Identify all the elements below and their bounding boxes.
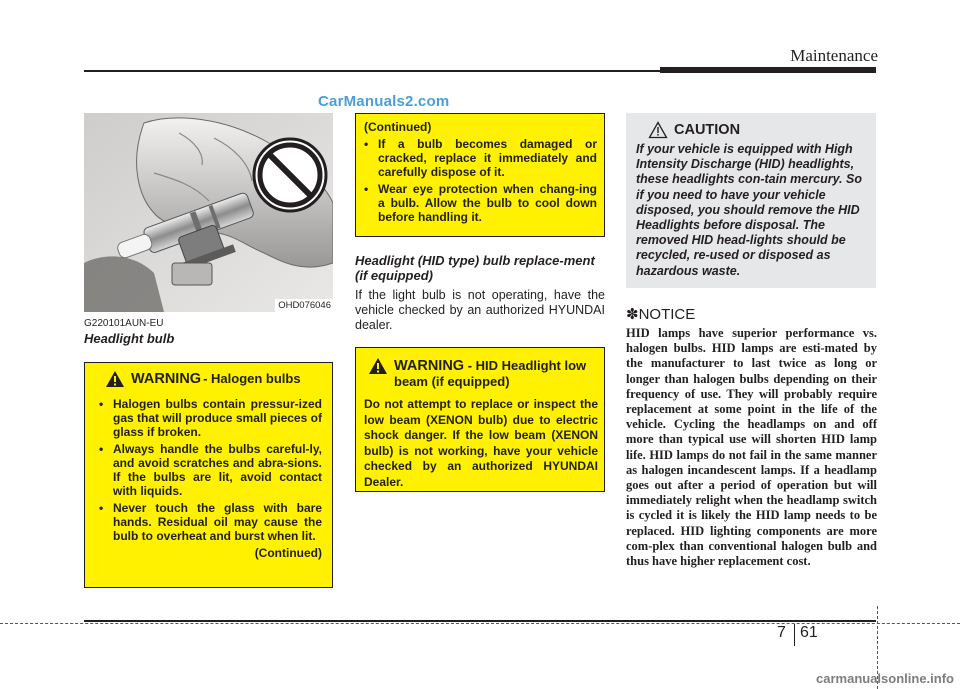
page-number: 61 (800, 624, 818, 641)
notice-heading (626, 306, 695, 323)
photo-code: OHD076046 (275, 299, 333, 312)
warning-word: WARNING (131, 371, 202, 387)
continued-heading: (Continued) (364, 120, 432, 134)
notice-title: NOTICE (638, 306, 696, 323)
continued-label: (Continued) (254, 546, 322, 560)
header-rule (84, 70, 660, 72)
list-item: • Halogen bulbs contain pressur-ized gas that will produce small pieces of glass if broken. (99, 397, 322, 439)
caution-text: If your vehicle is equipped with High Intensity Discharge (HID) headlights, these headlights con-tain mercury. So if you need to have your vehicle disposed, you should remove the HID Headlights before disposal. The removed HID head-lights should be recycled, re-used or disposed as hazardous waste. (636, 142, 862, 278)
warning-hid-box (355, 347, 605, 492)
page-header-title: Maintenance (790, 46, 878, 65)
continued-list (358, 137, 597, 224)
warning-header (368, 358, 598, 390)
continued-box (355, 113, 605, 237)
warning-subtitle: - HID Headlight low beam (if equipped) (394, 358, 587, 389)
warning-subtitle: - Halogen bulbs (203, 371, 301, 386)
caution-box (626, 113, 876, 288)
watermark-top: CarManuals2.com (318, 93, 450, 110)
prohibited-icon (254, 139, 326, 211)
headlight-bulb-photo (84, 113, 333, 312)
warning-hid-text: Do not attempt to replace or inspect the low beam (XENON bulb) due to electric shock danger. If the low beam (XENON bulb) is not working, have your vehicle checked by an authorized HYUNDAI Dealer. (364, 397, 598, 489)
footer-rule (84, 620, 876, 622)
list-item: • If a bulb becomes damaged or cracked, replace it immediately and carefully dispose of it. (364, 137, 597, 179)
warning-triangle-icon (105, 370, 125, 388)
section-code: G220101AUN-EU (84, 318, 164, 329)
list-item: • Wear eye protection when chang-ing a bulb. Allow the bulb to cool down before handling it. (364, 182, 597, 224)
warning-triangle-icon (368, 357, 388, 375)
page-separator (794, 624, 795, 646)
hid-section-title: Headlight (HID type) bulb replace-ment (if equipped) (355, 253, 595, 283)
list-item: • Always handle the bulbs careful-ly, and avoid scratches and abra-sions. If the bulbs are lit, avoid contact with liquids. (99, 442, 322, 498)
watermark-bottom: carmanualsonline.info (816, 671, 954, 686)
bulb-illustration (84, 113, 333, 312)
caution-triangle-icon (648, 121, 668, 139)
notice-symbol: ✽ (626, 306, 639, 323)
header-rule-thick (660, 67, 876, 73)
chapter-number: 7 (777, 624, 786, 641)
warning-header (105, 371, 322, 388)
list-item: • Never touch the glass with bare hands. Residual oil may cause the bulb to overheat and burst when lit. (99, 501, 322, 543)
warning-word: WARNING (394, 358, 465, 374)
section-title: Headlight bulb (84, 331, 175, 346)
hid-section-text: If the light bulb is not operating, have the vehicle checked by an authorized HYUNDAI dealer. (355, 288, 605, 332)
caution-title: CAUTION (674, 122, 741, 138)
warning-list (93, 397, 322, 543)
notice-text: HID lamps have superior performance vs. halogen bulbs. HID lamps are esti-mated by the manufacturer to last twice as long or longer than halogen bulbs depending on their frequency of use. They will probably require replacement at some point in the life of the vehicle. Cycling the headlamps on and off more than typical use will shorten HID lamp life. HID lamps do not fail in the same manner as halogen incandescent lamps. If a headlamp goes out after a period of operation but will immediately relight when the headlamp switch is cycled it is likely the HID lamp needs to be replaced. HID lighting components are more com-plex than conventional halogen bulb and thus have higher replacement cost. (626, 326, 877, 569)
caution-header (648, 121, 868, 139)
warning-halogen-box (84, 362, 333, 588)
